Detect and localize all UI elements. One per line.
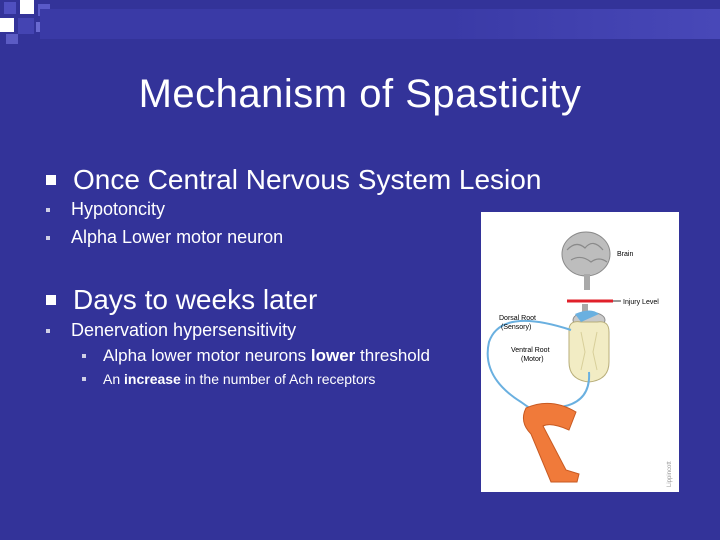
item-text: Hypotoncity [71, 199, 166, 219]
corner-decoration [0, 0, 700, 45]
square-bullet-icon [46, 175, 56, 185]
section-heading-1 [46, 164, 541, 196]
label-ventral-2: (Motor) [521, 356, 544, 363]
square-bullet-icon [46, 295, 56, 305]
item-text: Denervation hypersensitivity [71, 320, 297, 340]
dot-bullet-icon [46, 236, 50, 240]
subitem-text: An increase in the number of Ach receptors [103, 371, 376, 387]
brain-illustration [562, 232, 610, 290]
label-dorsal-2: (Sensory) [501, 324, 532, 331]
dot-bullet-icon [82, 354, 86, 358]
dot-bullet-icon [46, 329, 50, 333]
sub-bullet-item [82, 371, 375, 387]
leg-illustration [523, 403, 579, 482]
slide-title: Mechanism of Spasticity [138, 72, 582, 116]
dot-bullet-icon [46, 208, 50, 212]
heading-text: Once Central Nervous System Lesion [73, 164, 542, 195]
bullet-item [46, 199, 165, 220]
subitem-text: Alpha lower motor neurons lower threshold [103, 346, 430, 365]
label-injury: Injury Level [623, 299, 659, 306]
item-text: Alpha Lower motor neuron [71, 227, 284, 247]
sub-bullet-item [82, 346, 430, 366]
dot-bullet-icon [82, 377, 86, 381]
heading-text: Days to weeks later [73, 284, 318, 315]
spasticity-diagram [481, 212, 679, 492]
bullet-item [46, 320, 296, 341]
label-dorsal-1: Dorsal Root [499, 315, 536, 322]
section-heading-2 [46, 284, 317, 316]
label-brain: Brain [617, 251, 634, 258]
label-ventral-1: Ventral Root [511, 347, 550, 354]
label-credit: Lippincott [667, 461, 673, 487]
bullet-item [46, 227, 283, 248]
